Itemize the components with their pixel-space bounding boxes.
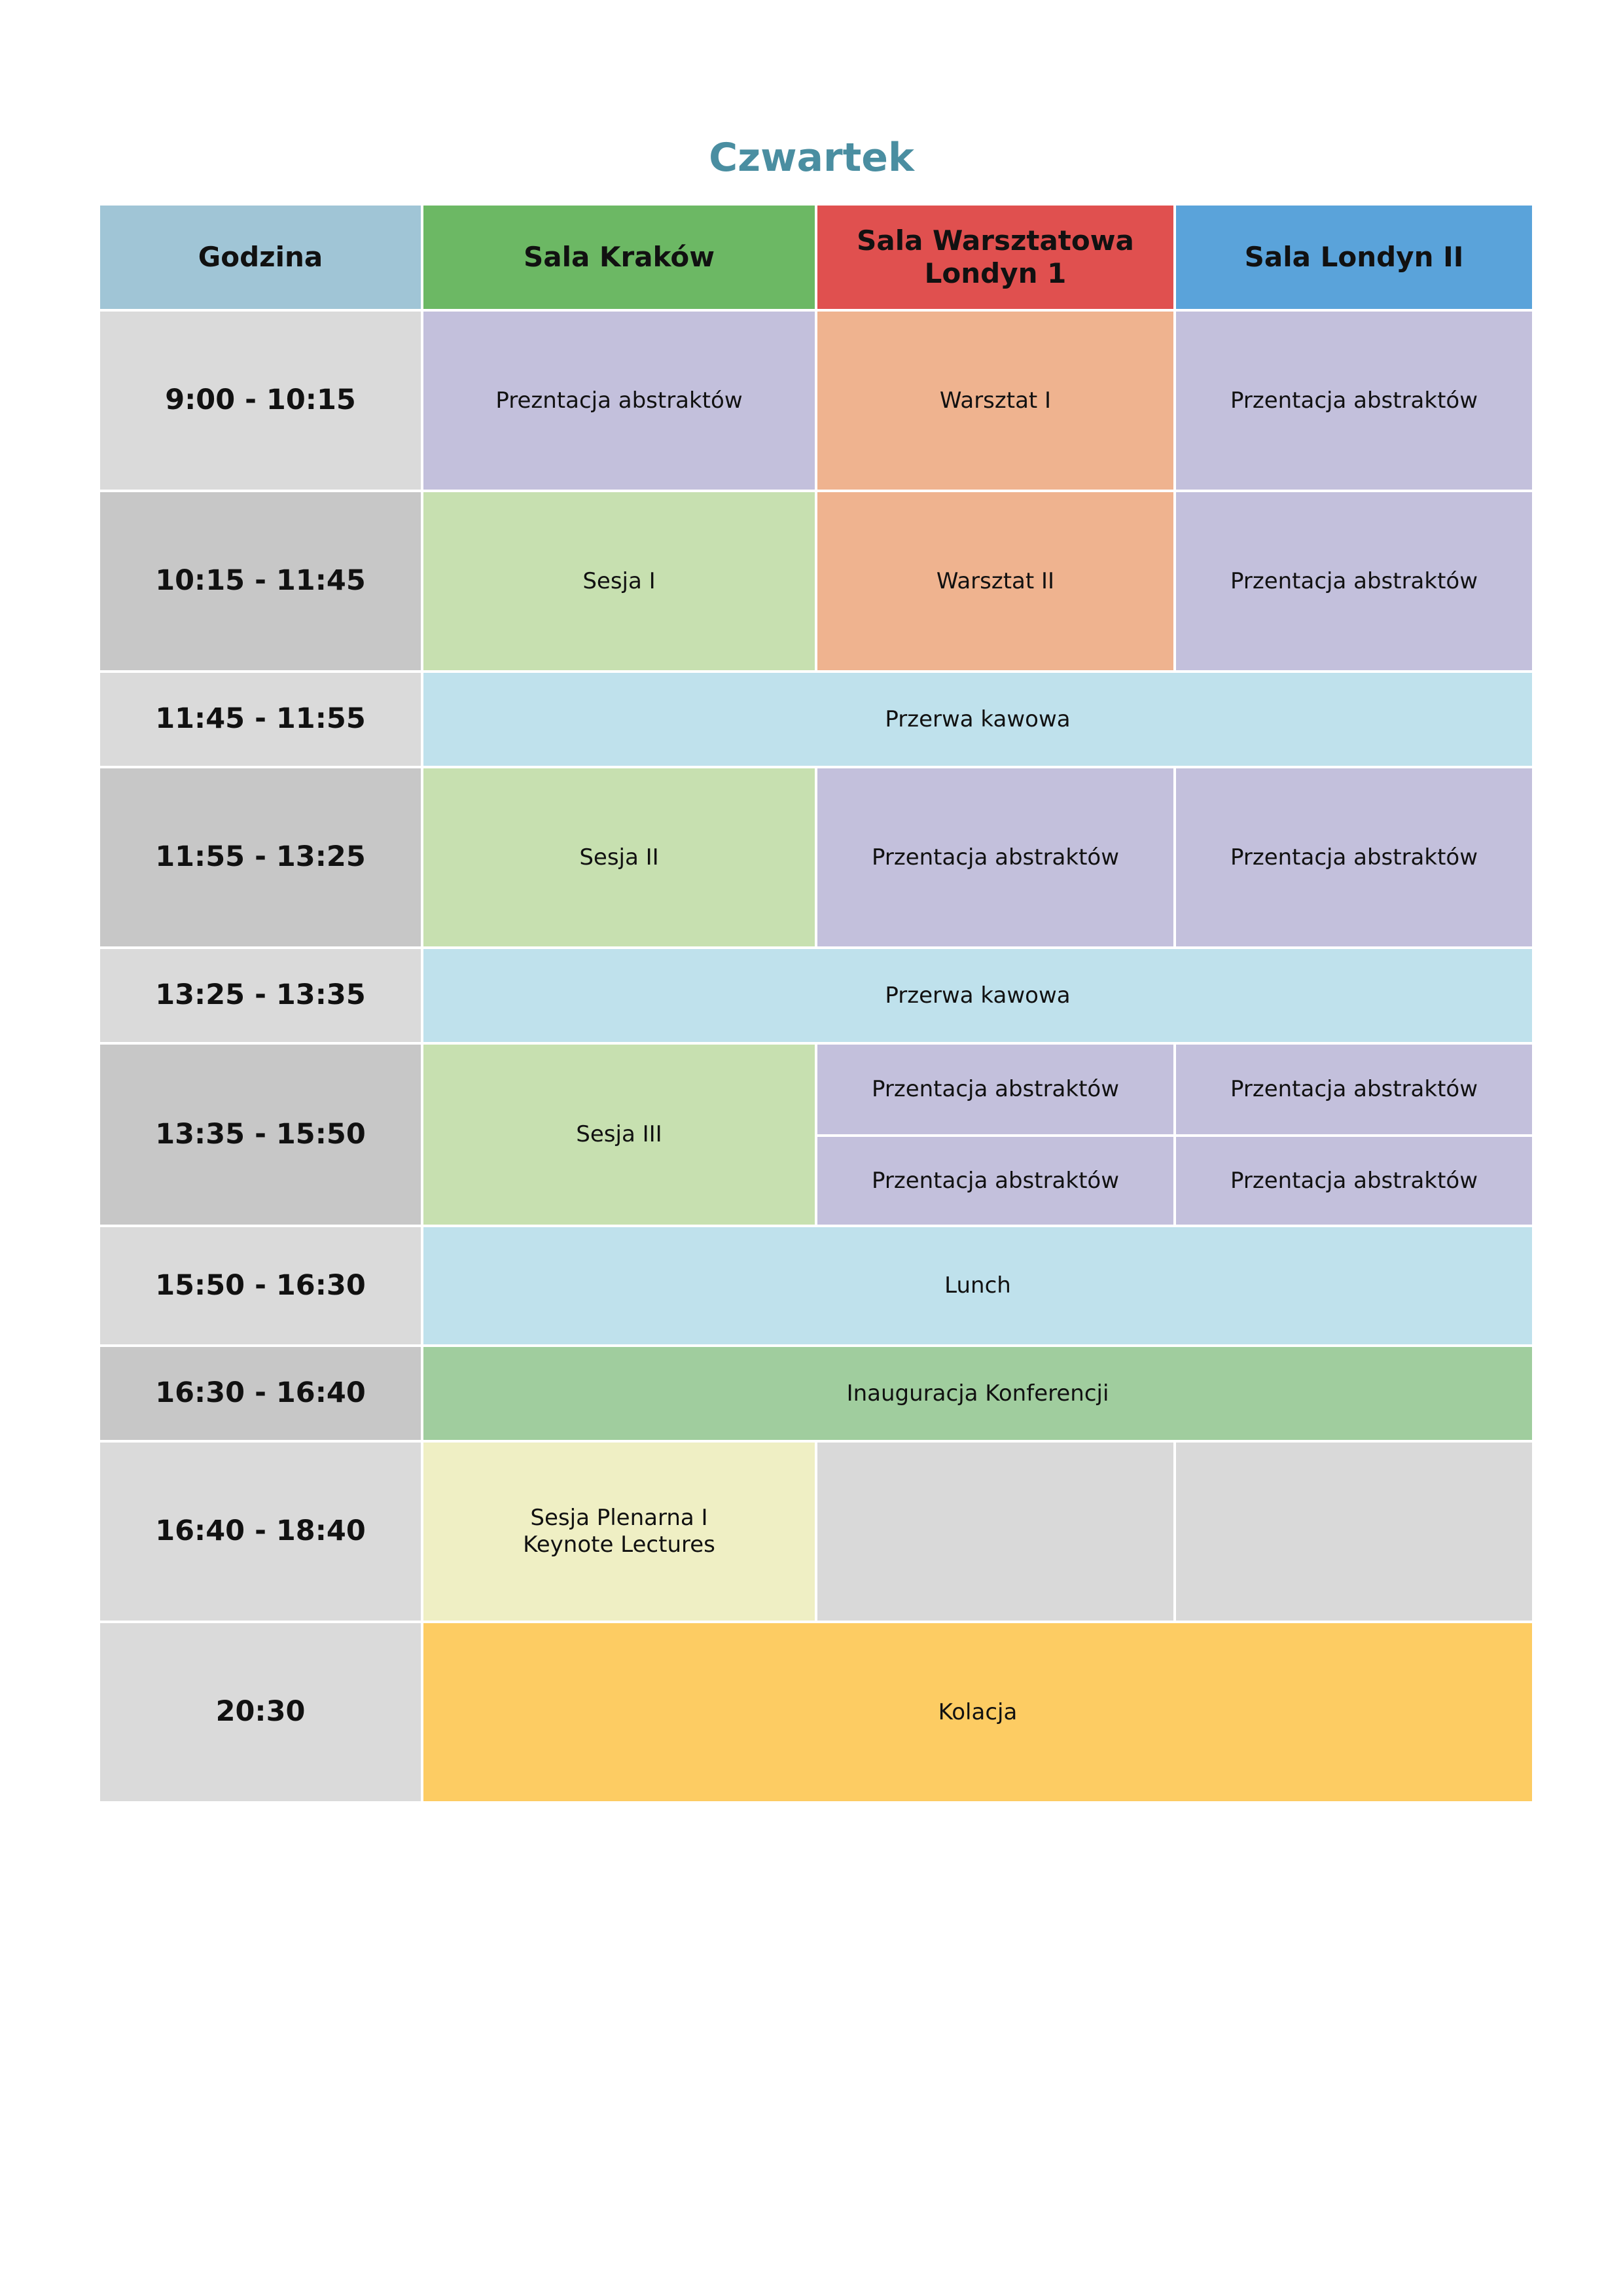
session-cell: Warsztat II bbox=[817, 492, 1173, 670]
session-cell: Sesja I bbox=[423, 492, 815, 670]
session-cell: Przentacja abstraktów bbox=[1176, 492, 1532, 670]
session-cell: Przentacja abstraktów bbox=[817, 1137, 1173, 1225]
session-cell: Przentacja abstraktów bbox=[1176, 312, 1532, 490]
session-cell: Przentacja abstraktów bbox=[817, 768, 1173, 946]
header-sala-warsztatowa-londyn-1: Sala Warsztatowa Londyn 1 bbox=[817, 206, 1173, 309]
time-slot: 11:45 - 11:55 bbox=[100, 673, 421, 766]
time-slot: 20:30 bbox=[100, 1623, 421, 1801]
session-cell: Warsztat I bbox=[817, 312, 1173, 490]
session-cell: Przentacja abstraktów bbox=[1176, 1045, 1532, 1134]
session-cell: Przentacja abstraktów bbox=[817, 1045, 1173, 1134]
session-cell: Przentacja abstraktów bbox=[1176, 768, 1532, 946]
lunch-cell: Lunch bbox=[423, 1227, 1532, 1344]
inauguration-cell: Inauguracja Konferencji bbox=[423, 1347, 1532, 1440]
header-sala-londyn-2: Sala Londyn II bbox=[1176, 206, 1532, 309]
break-cell: Przerwa kawowa bbox=[423, 949, 1532, 1042]
dinner-cell: Kolacja bbox=[423, 1623, 1532, 1801]
empty-cell bbox=[1176, 1443, 1532, 1621]
schedule-table bbox=[100, 206, 1524, 1801]
session-cell: Sesja III bbox=[423, 1045, 815, 1225]
break-cell: Przerwa kawowa bbox=[423, 673, 1532, 766]
header-sala-krakow: Sala Kraków bbox=[423, 206, 815, 309]
time-slot: 16:30 - 16:40 bbox=[100, 1347, 421, 1440]
time-slot: 13:35 - 15:50 bbox=[100, 1045, 421, 1225]
time-slot: 16:40 - 18:40 bbox=[100, 1443, 421, 1621]
session-cell: Przentacja abstraktów bbox=[1176, 1137, 1532, 1225]
time-slot: 9:00 - 10:15 bbox=[100, 312, 421, 490]
header-godzina: Godzina bbox=[100, 206, 421, 309]
empty-cell bbox=[817, 1443, 1173, 1621]
session-cell: Sesja II bbox=[423, 768, 815, 946]
page-title: Czwartek bbox=[709, 135, 914, 181]
time-slot: 10:15 - 11:45 bbox=[100, 492, 421, 670]
time-slot: 13:25 - 13:35 bbox=[100, 949, 421, 1042]
time-slot: 15:50 - 16:30 bbox=[100, 1227, 421, 1344]
plenary-session-cell: Sesja Plenarna I Keynote Lectures bbox=[423, 1443, 815, 1621]
session-cell: Prezntacja abstraktów bbox=[423, 312, 815, 490]
time-slot: 11:55 - 13:25 bbox=[100, 768, 421, 946]
